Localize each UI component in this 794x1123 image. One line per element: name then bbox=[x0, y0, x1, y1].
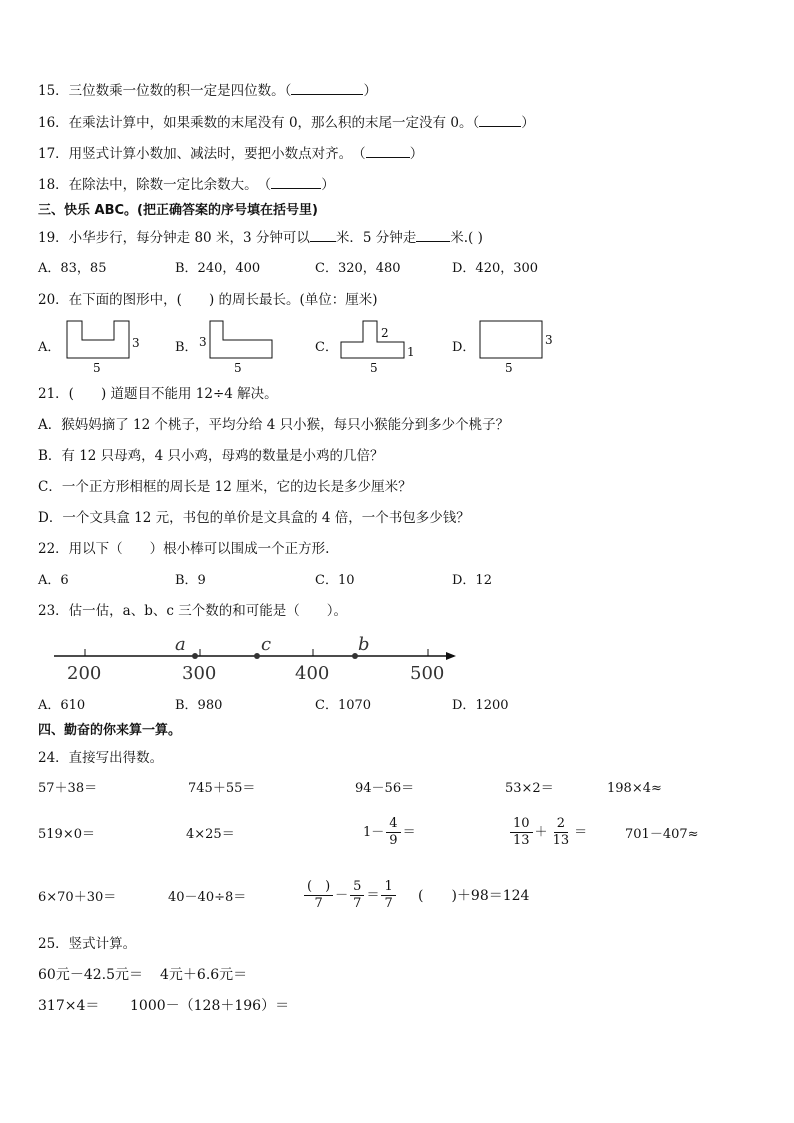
question-18-text: 18．在除法中，除数一定比余数大。 （ bbox=[38, 177, 272, 193]
q20-c-top-label: 2 bbox=[381, 326, 389, 340]
q22-option-a[interactable]: A．6 bbox=[38, 573, 69, 588]
q23-option-b[interactable]: B．980 bbox=[175, 698, 223, 713]
fraction: $\frac{( )}{7}$ bbox=[304, 879, 333, 912]
calc-24-3: 94－56＝ bbox=[355, 781, 415, 796]
calc-24-13: $\frac{( )}{7}$ － $\frac{5}{7}$ ＝ $\frac{1}{7}$ bbox=[302, 879, 398, 912]
q20-d-side-label: 3 bbox=[545, 333, 553, 347]
point-a bbox=[192, 653, 198, 659]
question-25-text: 25．竖式计算。 bbox=[38, 936, 137, 952]
point-c bbox=[254, 653, 260, 659]
question-16: 16．在乘法计算中，如果乘数的末尾没有 0，那么积的末尾一定没有 0。（ ） bbox=[38, 115, 535, 131]
q21-option-a[interactable]: A．猴妈妈摘了 12 个桃子，平均分给 4 只小猴，每只小猴能分到多少个桃子？ bbox=[38, 417, 510, 433]
answer-blank[interactable] bbox=[479, 114, 521, 127]
calc-24-8: 1－ $\frac{4}{9}$ ＝ bbox=[363, 816, 416, 848]
tick-label-400: 400 bbox=[295, 663, 330, 684]
q19-option-b[interactable]: B．240，400 bbox=[175, 261, 261, 276]
q21-option-b[interactable]: B．有 12 只母鸡，4 只小鸡，母鸡的数量是小鸡的几倍？ bbox=[38, 448, 384, 464]
question-17: 17．用竖式计算小数加、减法时，要把小数点对齐。 （ ） bbox=[38, 146, 424, 162]
q20-a-base-label: 5 bbox=[93, 361, 101, 375]
calc-25-2: 4元＋6.6元＝ bbox=[160, 967, 248, 983]
calc-24-2: 745＋55＝ bbox=[188, 781, 256, 796]
q20-shape-a bbox=[66, 320, 130, 360]
calc-24-6: 519×0＝ bbox=[38, 827, 95, 842]
section-3-heading: 三、快乐 ABC。(把正确答案的序号填在括号里) bbox=[38, 203, 318, 218]
q20-b-side-label: 3 bbox=[199, 335, 207, 349]
number-line bbox=[50, 630, 462, 686]
calc-24-10: 701－407≈ bbox=[625, 827, 699, 842]
question-22-text: 22．用以下（ ）根小棒可以围成一个正方形. bbox=[38, 541, 330, 557]
calc-24-7: 4×25＝ bbox=[186, 827, 235, 842]
fraction: $\frac{4}{9}$ bbox=[386, 816, 400, 849]
q20-option-d-label[interactable]: D． bbox=[452, 340, 476, 355]
section-4-heading: 四、勤奋的你来算一算。 bbox=[38, 723, 182, 738]
answer-blank[interactable] bbox=[291, 82, 363, 95]
fraction: $\frac{5}{7}$ bbox=[350, 879, 364, 912]
calc-24-11: 6×70＋30＝ bbox=[38, 890, 117, 905]
q23-option-c[interactable]: C．1070 bbox=[315, 698, 372, 713]
fraction: $\frac{10}{13}$ bbox=[510, 816, 533, 849]
question-18: 18．在除法中，除数一定比余数大。 （ ） bbox=[38, 177, 335, 193]
calc-25-4: 1000－（128＋196）＝ bbox=[130, 998, 290, 1014]
q23-option-a[interactable]: A．610 bbox=[38, 698, 86, 713]
q20-shape-b bbox=[209, 320, 273, 360]
question-24-text: 24．直接写出得数。 bbox=[38, 750, 164, 766]
q23-option-d[interactable]: D．1200 bbox=[452, 698, 509, 713]
q19-option-d[interactable]: D．420，300 bbox=[452, 261, 539, 276]
calc-24-1: 57＋38＝ bbox=[38, 781, 98, 796]
q20-b-base-label: 5 bbox=[234, 361, 242, 375]
question-21-text: 21．( ) 道题目不能用 12÷4 解决。 bbox=[38, 386, 278, 402]
q20-d-base-label: 5 bbox=[505, 361, 513, 375]
answer-blank[interactable] bbox=[271, 176, 321, 189]
answer-blank[interactable] bbox=[310, 229, 336, 242]
question-15: 15．三位数乘一位数的积一定是四位数。（ ） bbox=[38, 83, 377, 99]
q20-shape-d bbox=[479, 320, 543, 360]
q22-option-d[interactable]: D．12 bbox=[452, 573, 492, 588]
answer-blank[interactable] bbox=[366, 145, 410, 158]
tick-label-500: 500 bbox=[410, 663, 445, 684]
question-20-text: 20．在下面的图形中，( ) 的周长最长。(单位：厘米) bbox=[38, 292, 378, 308]
q20-c-side-label: 1 bbox=[407, 345, 415, 359]
q22-option-b[interactable]: B．9 bbox=[175, 573, 206, 588]
q19-option-a[interactable]: A．83，85 bbox=[38, 261, 107, 276]
q22-option-c[interactable]: C．10 bbox=[315, 573, 355, 588]
calc-24-9: $\frac{10}{13}$ ＋ $\frac{2}{13}$ ＝ bbox=[508, 816, 587, 849]
answer-blank[interactable] bbox=[416, 229, 450, 242]
q20-option-c-label[interactable]: C． bbox=[315, 340, 338, 355]
fraction: $\frac{1}{7}$ bbox=[381, 879, 395, 912]
q20-c-base-label: 5 bbox=[370, 361, 378, 375]
tick-label-300: 300 bbox=[182, 663, 217, 684]
q20-option-b-label[interactable]: B． bbox=[175, 340, 198, 355]
point-b-label: b bbox=[358, 634, 370, 655]
q19-option-c[interactable]: C．320，480 bbox=[315, 261, 401, 276]
number-line-arrow bbox=[446, 652, 456, 660]
question-16-text: 16．在乘法计算中，如果乘数的末尾没有 0，那么积的末尾一定没有 0。（ bbox=[38, 115, 480, 131]
tick-label-200: 200 bbox=[67, 663, 102, 684]
fraction: $\frac{2}{13}$ bbox=[552, 816, 570, 848]
q20-option-a-label[interactable]: A． bbox=[38, 340, 61, 355]
calc-24-12: 40－40÷8＝ bbox=[168, 890, 247, 905]
q20-shape-c bbox=[340, 320, 406, 360]
calc-24-4: 53×2＝ bbox=[505, 781, 554, 796]
question-15-text: 15．三位数乘一位数的积一定是四位数。（ bbox=[38, 83, 292, 99]
q21-option-c[interactable]: C．一个正方形相框的周长是 12 厘米，它的边长是多少厘米？ bbox=[38, 479, 412, 495]
calc-25-1: 60元－42.5元＝ bbox=[38, 967, 143, 983]
question-17-text: 17．用竖式计算小数加、减法时，要把小数点对齐。 （ bbox=[38, 146, 366, 162]
calc-25-3: 317×4＝ bbox=[38, 998, 100, 1014]
question-19: 19．小华步行，每分钟走 80 米，3 分钟可以 米．5 分钟走 米.( ) bbox=[38, 230, 483, 246]
point-c-label: c bbox=[261, 634, 272, 655]
calc-24-5: 198×4≈ bbox=[607, 781, 662, 796]
q21-option-d[interactable]: D．一个文具盒 12 元，书包的单价是文具盒的 4 倍，一个书包多少钱？ bbox=[38, 510, 470, 526]
q20-a-side-label: 3 bbox=[132, 336, 140, 350]
question-23-text: 23．估一估，a、b、c 三个数的和可能是（ ）。 bbox=[38, 603, 347, 619]
point-a-label: a bbox=[175, 634, 186, 655]
calc-24-14: ( )＋98＝124 bbox=[418, 888, 530, 904]
